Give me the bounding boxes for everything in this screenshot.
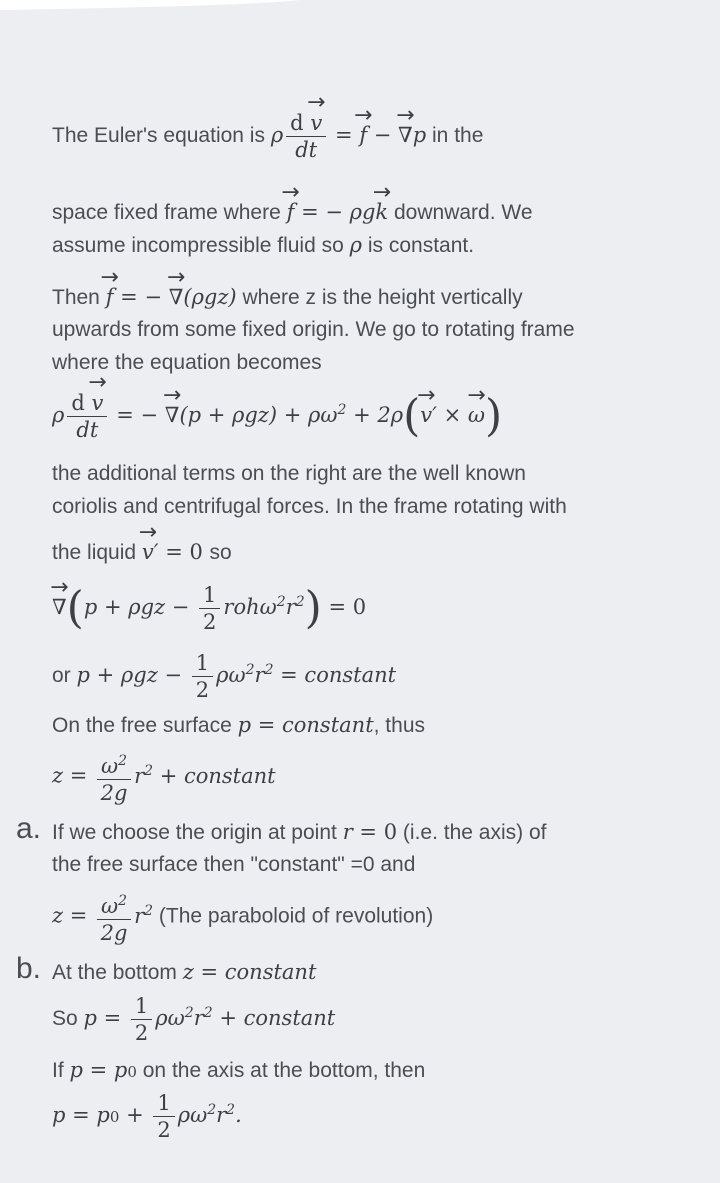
upwards-text: upwards from some fixed origin. We go to rotating frame: [52, 318, 575, 341]
rotating-frame-equation: ρ $\frac{d \to v}{dt}$ = − → $\nabla(p + \rho gz) + \rho\omega^2 + 2\rho(\to v'$ × → ω): [52, 390, 502, 443]
space-frame-text: space fixed frame where: [52, 201, 281, 224]
liquid-line: the liquid → v′ = 0 so: [52, 540, 232, 565]
top-edge-decoration: [0, 0, 720, 12]
additional-terms-text: the additional terms on the right are the well known: [52, 462, 526, 485]
axis-bottom-text: on the axis at the bottom, then: [142, 1059, 426, 1082]
if-text: If: [52, 1059, 64, 1082]
axis-text: (i.e. the axis) of: [402, 821, 547, 844]
space-frame-line: space fixed frame where → f = − ρg→ k downward. We: [52, 200, 533, 225]
so-p-text: So: [52, 1007, 78, 1031]
pressure-equation: So p = $\frac{1}{2}$ $\rho\omega^2r^2$ + constant: [52, 994, 336, 1045]
euler-intro-text: The Euler's equation is: [52, 124, 265, 148]
part-a-label: a.: [16, 812, 42, 845]
axis-bottom-line: If p = p0 on the axis at the bottom, then: [52, 1058, 426, 1082]
incompressible-line: assume incompressible fluid so ρ is constant.: [52, 233, 475, 257]
free-surface-text: On the free surface: [52, 714, 232, 737]
incompressible-text: assume incompressible fluid so: [52, 234, 344, 257]
liquid-text: the liquid: [52, 541, 137, 564]
then-line: Then → f = − → ∇(ρgz) where z is the height vertically: [52, 285, 523, 310]
constant-equation: or p + ρgz − $\frac{1}{2}$ $\rho\omega^2r^2$ = constant: [52, 651, 397, 702]
part-b-label: b.: [16, 952, 42, 985]
or-text: or: [52, 664, 71, 688]
height-text: where z is the height vertically: [242, 286, 523, 309]
bottom-text: At the bottom: [52, 961, 177, 984]
euler-post-text: in the: [432, 124, 484, 148]
coriolis-text: coriolis and centrifugal forces. In the frame rotating with: [52, 495, 567, 518]
part-a-line1: If we choose the origin at point r = 0 (i.e. the axis) of: [52, 820, 547, 844]
free-surface-line: On the free surface p = constant, thus: [52, 713, 426, 737]
origin-text: If we choose the origin at point: [52, 821, 337, 844]
constant-text: is constant.: [367, 234, 475, 257]
constant-zero-text: the free surface then "constant" =0 and: [52, 853, 416, 876]
thus-text: , thus: [373, 714, 426, 737]
so-text: so: [209, 541, 232, 564]
gradient-equation: → ∇(p + ρgz − $\frac{1}{2}$ $roh\omega^2r^2) = 0$: [52, 582, 366, 635]
z-equation-1: z = $\frac{\omega^2}{2g}$ $r^2$ + constant: [52, 748, 276, 806]
then-text: Then: [52, 286, 100, 309]
downward-text: downward. We: [394, 201, 533, 224]
part-b-line1: At the bottom z = constant: [52, 960, 317, 984]
z-equation-2: z = $\frac{\omega^2}{2g}$ $r^2$ (The paraboloid of revolution): [52, 888, 433, 946]
euler-equation-line: The Euler's equation is ρ $\frac{d \to v}{dt}$ = → f − → ∇p in the: [52, 110, 483, 163]
paraboloid-text: (The paraboloid of revolution): [158, 904, 434, 928]
rotating-eq-text: where the equation becomes: [52, 351, 322, 374]
final-pressure-equation: p = p0 + $\frac{1}{2}$ $\rho\omega^2r^2$.: [52, 1091, 242, 1142]
